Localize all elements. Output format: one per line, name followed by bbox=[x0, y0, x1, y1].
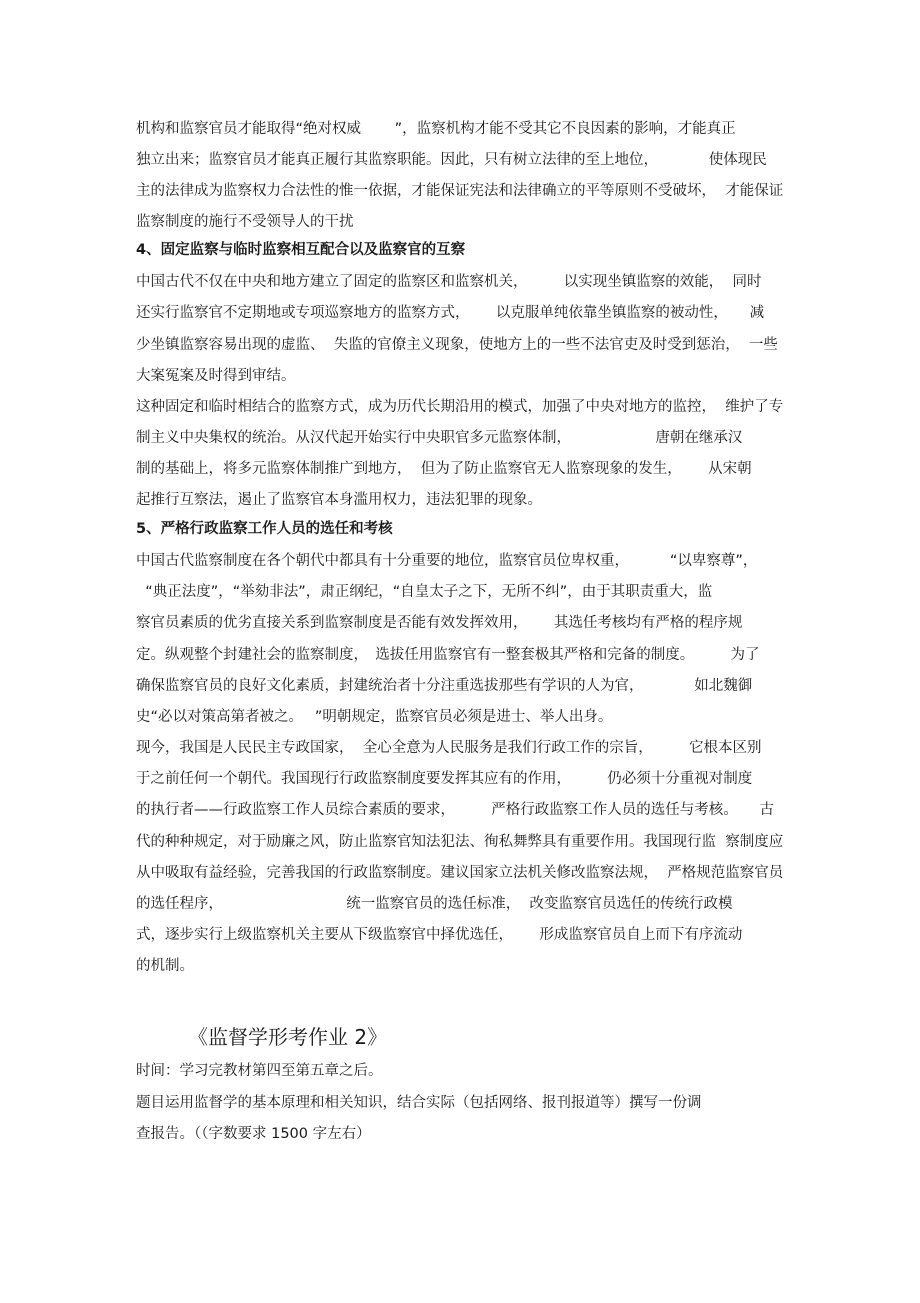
paragraph-4-line-1: 中国古代监察制度在各个朝代中都具有十分重要的地位，监察官员位卑权重， “以卑察尊”， bbox=[136, 553, 758, 569]
task-line-2: 查报告。（（字数要求 1500 字左右） bbox=[136, 1126, 371, 1142]
paragraph-1-line-2: 独立出来；监察官员才能真正履行其监察职能。因此，只有树立法律的至上地位， 使体现民 bbox=[136, 152, 767, 168]
paragraph-5-line-2: 于之前任何一个朝代。我国现行行政监察制度要发挥其应有的作用， 仍必须十分重视对制度 bbox=[136, 771, 753, 787]
paragraph-5-line-7: 式，逐步实行上级监察机关主要从下级监察官中择优选任， 形成监察官员自上而下有序流动 bbox=[136, 927, 743, 943]
paragraph-2-line-4: 大案冤案及时得到审结。 bbox=[136, 368, 296, 384]
paragraph-5-line-3: 的执行者——行政监察工作人员综合素质的要求， 严格行政监察工作人员的选任与考核。 古 bbox=[136, 802, 774, 818]
paragraph-2-line-2: 还实行监察官不定期地或专项巡察地方的监察方式， 以克服单纯依靠坐镇监察的被动性， 减 bbox=[136, 305, 765, 321]
assignment-title: 《监督学形考作业 2》 bbox=[188, 1025, 388, 1049]
section-heading-4: 4、固定监察与临时监察相互配合以及监察官的互察 bbox=[136, 242, 466, 258]
paragraph-4-line-5: 确保监察官员的良好文化素质，封建统治者十分注重选拔那些有学识的人为官， 如北魏御 bbox=[136, 678, 753, 694]
paragraph-3-line-1: 这种固定和临时相结合的监察方式，成为历代长期沿用的模式，加强了中央对地方的监控， 维护了专 bbox=[136, 399, 784, 415]
paragraph-5-line-6: 的选任程序， 统一监察官员的选任标准， 改变监察官员选任的传统行政模 bbox=[136, 896, 733, 912]
time-line: 时间：学习完教材第四至第五章之后。 bbox=[136, 1063, 383, 1079]
task-line-1: 题目运用监督学的基本原理和相关知识，结合实际（包括网络、报刊报道等）撰写一份调 bbox=[136, 1095, 702, 1111]
paragraph-3-line-4: 起推行互察法，遏止了监察官本身滥用权力，违法犯罪的现象。 bbox=[136, 492, 542, 508]
paragraph-4-line-2: “典正法度”，“举劾非法”，肃正纲纪，“自皇太子之下，无所不纠”，由于其职责重大，监 bbox=[136, 584, 713, 600]
paragraph-1-line-1: 机构和监察官员才能取得“绝对权威 ”，监察机构才能不受其它不良因素的影响，才能真正 bbox=[136, 121, 736, 137]
section-heading-5: 5、严格行政监察工作人员的选任和考核 bbox=[136, 521, 393, 537]
paragraph-3-line-2: 制主义中央集权的统治。从汉代起开始实行中央职官多元监察体制， 唐朝在继承汉 bbox=[136, 430, 743, 446]
paragraph-2-line-3: 少坐镇监察容易出现的虚监、 失监的官僚主义现象，使地方上的一些不法官吏及时受到惩治， 一些 bbox=[136, 337, 778, 353]
paragraph-5-line-8: 的机制。 bbox=[136, 958, 194, 974]
paragraph-5-line-4: 代的种种规定，对于励廉之风，防止监察官知法犯法、徇私舞弊具有重要作用。我国现行监 察制度应 bbox=[136, 834, 784, 850]
paragraph-5-line-1: 现今，我国是人民民主专政国家， 全心全意为人民服务是我们行政工作的宗旨， 它根本区别 bbox=[136, 740, 762, 756]
paragraph-2-line-1: 中国古代不仅在中央和地方建立了固定的监察区和监察机关， 以实现坐镇监察的效能， 同时 bbox=[136, 274, 762, 290]
paragraph-4-line-3: 察官员素质的优劣直接关系到监察制度是否能有效发挥效用， 其选任考核均有严格的程序规 bbox=[136, 615, 743, 631]
paragraph-3-line-3: 制的基础上，将多元监察体制推广到地方， 但为了防止监察官无人监察现象的发生， 从宋朝 bbox=[136, 461, 752, 477]
paragraph-4-line-4: 定。纵观整个封建社会的监察制度， 选拔任用监察官有一整套极其严格和完备的制度。 为了 bbox=[136, 647, 760, 663]
paragraph-1-line-4: 监察制度的施行不受领导人的干扰 bbox=[136, 214, 354, 230]
paragraph-1-line-3: 主的法律成为监察权力合法性的惟一依据，才能保证宪法和法律确立的平等原则不受破坏， 才能保证 bbox=[136, 183, 784, 199]
paragraph-5-line-5: 从中吸取有益经验，完善我国的行政监察制度。建议国家立法机关修改监察法规， 严格规范监察官员 bbox=[136, 865, 784, 881]
paragraph-4-line-6: 史“必以对策高第者被之。 ”明朝规定，监察官员必须是进士、举人出身。 bbox=[136, 709, 613, 725]
